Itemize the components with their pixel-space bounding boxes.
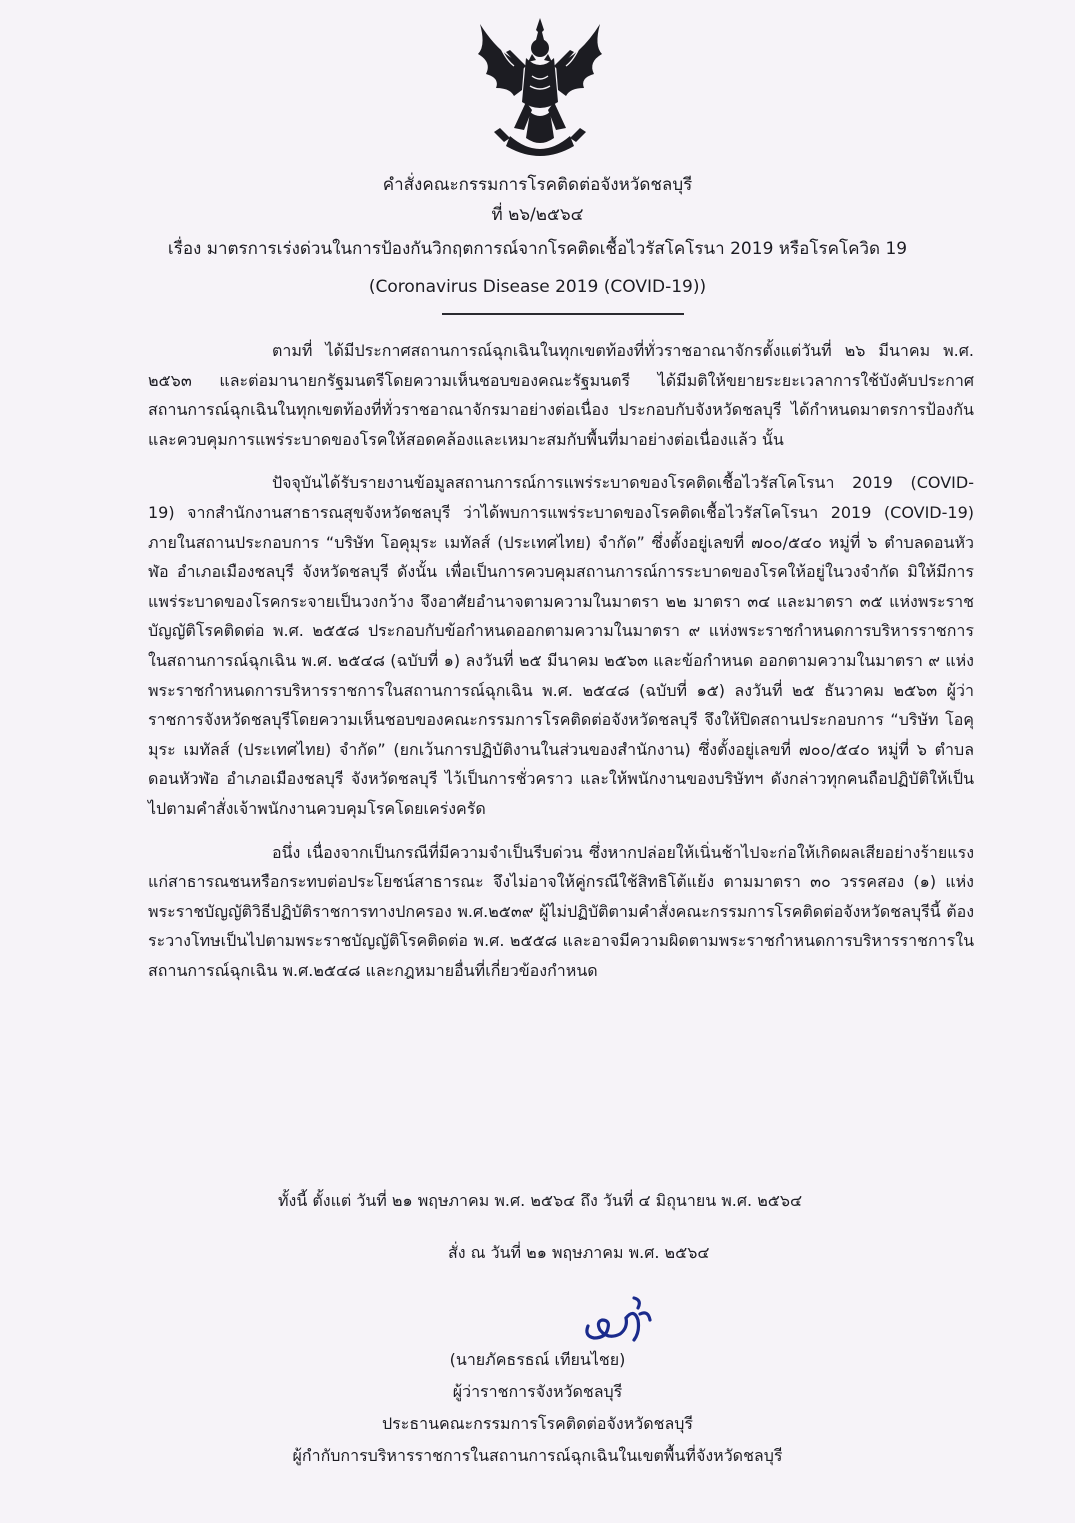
order-title: คำสั่งคณะกรรมการโรคติดต่อจังหวัดชลบุรี [382,175,693,195]
order-subject: เรื่อง มาตรการเร่งด่วนในการป้องกันวิกฤตการณ์จากโรคติดเชื้อไวรัสโคโรนา 2019 หรือโรคโควิด 19 [167,239,908,259]
header-divider [442,313,684,315]
order-number: ที่ ๒๖/๒๕๖๔ [491,205,584,225]
effective-period: ทั้งนี้ ตั้งแต่ วันที่ ๒๑ พฤษภาคม พ.ศ. ๒๕๖๔ ถึง วันที่ ๔ มิถุนายน พ.ศ. ๒๕๖๔ [278,1191,803,1210]
signer-name: (นายภัคธรธณ์ เทียนไชย) [449,1350,626,1369]
order-body [148,336,974,999]
signature-icon [578,1290,658,1348]
document-header [0,172,1075,300]
paragraph-order: ปัจจุบันได้รับรายงานข้อมูลสถานการณ์การแพร่ระบาดของโรคติดเชื้อไวรัสโคโรนา 2019 (COVID-19) จากสำนักงานสาธารณสุขจังหวัดชลบุรี ว่าได้พบการแพร่ระบาดของโรคติดเชื้อไวรัสโคโรนา 2019 (COVID-19) ภายในสถานประกอบการ “บริษัท โอคุมุระ เมทัลส์ (ประเทศไทย) จำกัด” ซึ่งตั้งอยู่เลขที่ ๗๐๐/๕๔๐ หมู่ที่ ๖ ตำบลดอนหัวฬ่อ อำเภอเมืองชลบุรี จังหวัดชลบุรี ดังนั้น เพื่อเป็นการควบคุมสถานการณ์การระบาดของโรคให้อยู่ในวงจำกัด มิให้มีการแพร่ระบาดของโรคกระจายเป็นวงกว้าง จึงอาศัยอำนาจตามความในมาตรา ๒๒ มาตรา ๓๔ และมาตรา ๓๕ แห่งพระราชบัญญัติโรคติดต่อ พ.ศ. ๒๕๕๘ ประกอบกับข้อกำหนดออกตามความในมาตรา ๙ แห่งพระราชกำหนดการบริหารราชการในสถานการณ์ฉุกเฉิน พ.ศ. ๒๕๔๘ (ฉบับที่ ๑) ลงวันที่ ๒๕ มีนาคม ๒๕๖๓ และข้อกำหนด ออกตามความในมาตรา ๙ แห่งพระราชกำหนดการบริหารราชการในสถานการณ์ฉุกเฉิน พ.ศ. ๒๕๔๘ (ฉบับที่ ๑๕) ลงวันที่ ๒๕ ธันวาคม ๒๕๖๓ ผู้ว่าราชการจังหวัดชลบุรีโดยความเห็นชอบของคณะกรรมการโรคติดต่อจังหวัดชลบุรี จึงให้ปิดสถานประกอบการ “บริษัท โอคุมุระ เมทัลส์ (ประเทศไทย) จำกัด” (ยกเว้นการปฏิบัติงานในส่วนของสำนักงาน) ซึ่งตั้งอยู่เลขที่ ๗๐๐/๕๔๐ หมู่ที่ ๖ ตำบลดอนหัวฬ่อ อำเภอเมืองชลบุรี จังหวัดชลบุรี ไว้เป็นการชั่วคราว และให้พนักงานของบริษัทฯ ดังกล่าวทุกคนถือปฏิบัติให้เป็นไปตามคำสั่งเจ้าพนักงานควบคุมโรคโดยเคร่งครัด [148,473,975,818]
sign-date: สั่ง ณ วันที่ ๒๑ พฤษภาคม พ.ศ. ๒๕๖๔ [448,1243,710,1262]
paragraph-penalty: อนึ่ง เนื่องจากเป็นกรณีที่มีความจำเป็นรีบด่วน ซึ่งหากปล่อยให้เนิ่นช้าไปจะก่อให้เกิดผลเสียอย่างร้ายแรงแก่สาธารณชนหรือกระทบต่อประโยชน์สาธารณะ จึงไม่อาจให้คู่กรณีใช้สิทธิโต้แย้ง ตามมาตรา ๓๐ วรรคสอง (๑) แห่งพระราชบัญญัติวิธีปฏิบัติราชการทางปกครอง พ.ศ.๒๕๓๙ ผู้ไม่ปฏิบัติตามคำสั่งคณะกรรมการโรคติดต่อจังหวัดชลบุรีนี้ ต้องระวางโทษเป็นไปตามพระราชบัญญัติโรคติดต่อ พ.ศ. ๒๕๕๘ และอาจมีความผิดตามพระราชกำหนดการบริหารราชการในสถานการณ์ฉุกเฉิน พ.ศ.๒๕๔๘ และกฎหมายอื่นที่เกี่ยวข้องกำหนด [148,842,974,980]
signer-title-governor: ผู้ว่าราชการจังหวัดชลบุรี [452,1382,623,1401]
signer-title-emergency: ผู้กำกับการบริหารราชการในสถานการณ์ฉุกเฉินในเขตพื้นที่จังหวัดชลบุรี [292,1446,783,1465]
signer-block [0,1344,1075,1472]
paragraph-background: ตามที่ ได้มีประกาศสถานการณ์ฉุกเฉินในทุกเขตท้องที่ทั่วราชอาณาจักรตั้งแต่วันที่ ๒๖ มีนาคม พ.ศ. ๒๕๖๓ และต่อมานายกรัฐมนตรีโดยความเห็นชอบของคณะรัฐมนตรี ได้มีมติให้ขยายระยะเวลาการใช้บังคับประกาศสถานการณ์ฉุกเฉินในทุกเขตท้องที่ทั่วราชอาณาจักรมาอย่างต่อเนื่อง ประกอบกับจังหวัดชลบุรี ได้กำหนดมาตรการป้องกันและควบคุมการแพร่ระบาดของโรคให้สอดคล้องและเหมาะสมกับพื้นที่มาอย่างต่อเนื่องแล้ว นั้น [148,341,974,449]
garuda-emblem-icon [470,16,610,164]
order-subject-english: (Coronavirus Disease 2019 (COVID-19)) [368,277,707,297]
signer-title-chairman: ประธานคณะกรรมการโรคติดต่อจังหวัดชลบุรี [381,1414,694,1433]
